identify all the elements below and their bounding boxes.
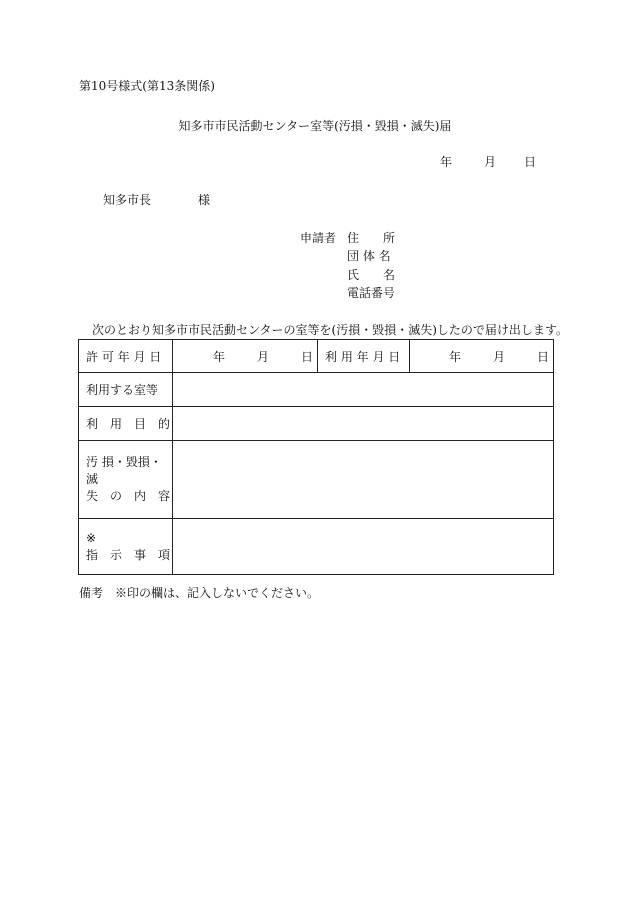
purpose-field[interactable]	[173, 407, 554, 441]
applicant-label: 申請者	[300, 231, 337, 245]
damage-label	[79, 441, 173, 519]
applicant-group-label: 団 体 名	[347, 249, 391, 263]
table-row-purpose	[79, 407, 554, 441]
permit-year: 年	[212, 349, 225, 364]
applicant-address-label: 住 所	[347, 231, 396, 245]
addressee-name: 知多市長	[103, 193, 152, 207]
intro-text: 次のとおり知多市市民活動センターの室等を(汚損・毀損・滅失)したので届け出します。	[92, 323, 568, 337]
instruction-label	[79, 519, 173, 575]
use-day: 日	[536, 349, 549, 364]
form-number: 第10号様式(第13条関係)	[79, 79, 215, 93]
remarks-note: 備考 ※印の欄は、記入しないでください。	[79, 586, 320, 600]
applicant-phone-label: 電話番号	[347, 286, 396, 300]
permit-date-field[interactable]	[173, 340, 318, 373]
permit-month: 月	[256, 349, 269, 364]
date-year-label: 年	[440, 155, 453, 169]
use-month: 月	[492, 349, 505, 364]
purpose-label: 利 用 目 的	[79, 407, 173, 441]
form-title: 知多市市民活動センター室等(汚損・毀損・滅失)届	[178, 119, 452, 133]
damage-field[interactable]	[173, 441, 554, 519]
instruction-label-line2: 指 示 事 項	[86, 547, 171, 562]
table-row-instruction	[79, 519, 554, 575]
use-date-label: 利 用 年 月 日	[318, 340, 410, 373]
damage-label-line2: 失 の 内 容	[86, 489, 171, 503]
instruction-field	[173, 519, 554, 575]
date-month-label: 月	[484, 155, 497, 169]
use-date-field[interactable]	[410, 340, 554, 373]
use-year: 年	[448, 349, 461, 364]
table-row-room	[79, 373, 554, 407]
permit-date-label: 許 可 年 月 日	[79, 340, 173, 373]
room-field[interactable]	[173, 373, 554, 407]
table-row-damage	[79, 441, 554, 519]
addressee-honorific: 様	[198, 193, 211, 207]
submission-date	[440, 155, 536, 169]
applicant-name-label: 氏 名	[347, 268, 396, 282]
report-table	[78, 339, 554, 575]
addressee	[103, 193, 210, 207]
room-label: 利用する室等	[79, 373, 173, 407]
permit-day: 日	[300, 349, 313, 364]
instruction-label-line1: ※	[86, 530, 97, 545]
table-row-dates	[79, 340, 554, 373]
date-day-label: 日	[524, 155, 537, 169]
damage-label-line1: 汚 損・毀損・滅	[86, 455, 162, 486]
